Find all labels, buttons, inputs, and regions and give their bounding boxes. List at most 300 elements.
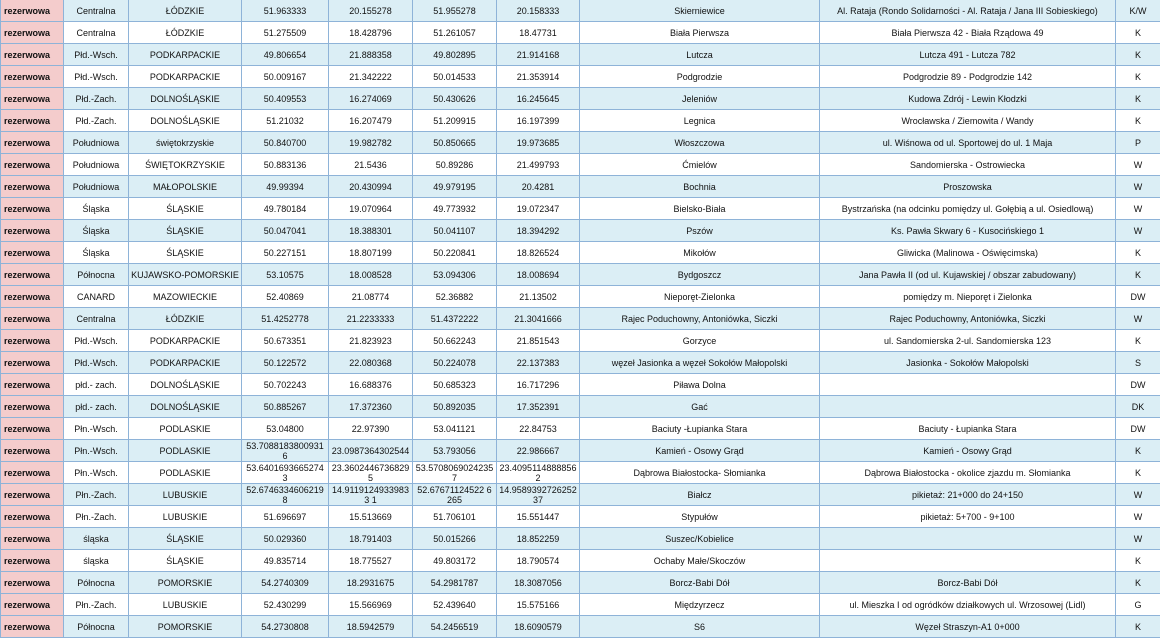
cell-region[interactable]: Południowa <box>64 154 129 176</box>
cell-voivodeship[interactable]: POMORSKIE <box>129 616 242 638</box>
cell-section[interactable]: Jasionka - Sokołów Małopolski <box>820 352 1116 374</box>
cell-section[interactable]: Dąbrowa Białostocka - okolice zjazdu m. Słomianka <box>820 462 1116 484</box>
cell-lon-end[interactable]: 20.4281 <box>497 176 580 198</box>
cell-lon-end[interactable]: 19.973685 <box>497 132 580 154</box>
cell-lat-end[interactable]: 50.014533 <box>413 66 497 88</box>
cell-lat-start[interactable]: 50.227151 <box>242 242 329 264</box>
cell-status[interactable]: rezerwowa <box>1 198 64 220</box>
cell-lat-start[interactable]: 50.840700 <box>242 132 329 154</box>
cell-location[interactable]: Włoszczowa <box>580 132 820 154</box>
cell-lat-end[interactable]: 50.224078 <box>413 352 497 374</box>
cell-road-class[interactable]: K <box>1116 616 1160 638</box>
cell-region[interactable]: Centralna <box>64 22 129 44</box>
cell-location[interactable]: Mikołów <box>580 242 820 264</box>
cell-lat-end[interactable]: 50.662243 <box>413 330 497 352</box>
cell-voivodeship[interactable]: ŚLĄSKIE <box>129 242 242 264</box>
cell-voivodeship[interactable]: PODKARPACKIE <box>129 44 242 66</box>
cell-road-class[interactable]: W <box>1116 308 1160 330</box>
cell-lat-end[interactable]: 51.706101 <box>413 506 497 528</box>
cell-lon-end[interactable]: 14.958939272625237 <box>497 484 580 506</box>
cell-status[interactable]: rezerwowa <box>1 484 64 506</box>
cell-lat-start[interactable]: 50.409553 <box>242 88 329 110</box>
cell-location[interactable]: Ćmielów <box>580 154 820 176</box>
table-row <box>1 594 1160 616</box>
cell-region[interactable]: Południowa <box>64 132 129 154</box>
cell-region[interactable]: Płn.-Wsch. <box>64 418 129 440</box>
table-row <box>1 132 1160 154</box>
cell-status[interactable]: rezerwowa <box>1 66 64 88</box>
cell-lon-start[interactable]: 18.388301 <box>329 220 413 242</box>
cell-status[interactable]: rezerwowa <box>1 88 64 110</box>
cell-voivodeship[interactable]: ŚLĄSKIE <box>129 220 242 242</box>
cell-location[interactable]: Dąbrowa Białostocka- Słomianka <box>580 462 820 484</box>
cell-road-class[interactable]: W <box>1116 154 1160 176</box>
cell-section[interactable]: pikietaż: 5+700 - 9+100 <box>820 506 1116 528</box>
table-row <box>1 616 1160 638</box>
cell-voivodeship[interactable]: PODKARPACKIE <box>129 66 242 88</box>
cell-location[interactable]: Podgrodzie <box>580 66 820 88</box>
cell-lon-start[interactable]: 21.823923 <box>329 330 413 352</box>
cell-lon-start[interactable]: 18.428796 <box>329 22 413 44</box>
cell-lat-start[interactable]: 50.047041 <box>242 220 329 242</box>
cell-voivodeship[interactable]: świętokrzyskie <box>129 132 242 154</box>
table-row <box>1 506 1160 528</box>
cell-lon-start[interactable]: 16.207479 <box>329 110 413 132</box>
cell-section[interactable]: Lutcza 491 - Lutcza 782 <box>820 44 1116 66</box>
cell-location[interactable]: Kamień - Osowy Grąd <box>580 440 820 462</box>
cell-section[interactable]: Baciuty - Łupianka Stara <box>820 418 1116 440</box>
cell-lon-start[interactable]: 17.372360 <box>329 396 413 418</box>
cell-lon-end[interactable]: 18.6090579 <box>497 616 580 638</box>
cell-region[interactable]: śląska <box>64 550 129 572</box>
cell-lon-start[interactable]: 23.0987364302544 <box>329 440 413 462</box>
cell-region[interactable]: Płd.-Wsch. <box>64 44 129 66</box>
cell-section[interactable]: ul. Wiśnowa od ul. Sportowej do ul. 1 Maja <box>820 132 1116 154</box>
cell-lat-end[interactable]: 50.850665 <box>413 132 497 154</box>
cell-section[interactable]: Podgrodzie 89 - Podgrodzie 142 <box>820 66 1116 88</box>
cell-location[interactable]: Bochnia <box>580 176 820 198</box>
cell-road-class[interactable]: K <box>1116 264 1160 286</box>
cell-region[interactable]: Płd.-Wsch. <box>64 66 129 88</box>
cell-location[interactable]: Nieporęt-Zielonka <box>580 286 820 308</box>
cell-lat-end[interactable]: 53.041121 <box>413 418 497 440</box>
cell-location[interactable]: Piława Dolna <box>580 374 820 396</box>
cell-status[interactable]: rezerwowa <box>1 264 64 286</box>
cell-road-class[interactable]: G <box>1116 594 1160 616</box>
cell-voivodeship[interactable]: ŚLĄSKIE <box>129 528 242 550</box>
cell-lat-end[interactable]: 49.803172 <box>413 550 497 572</box>
cell-lat-start[interactable]: 49.780184 <box>242 198 329 220</box>
cell-location[interactable]: Baciuty -Łupianka Stara <box>580 418 820 440</box>
cell-region[interactable]: Śląska <box>64 220 129 242</box>
cell-status[interactable]: rezerwowa <box>1 220 64 242</box>
cell-lat-start[interactable]: 53.70881838009316 <box>242 440 329 462</box>
cell-region[interactable]: Centralna <box>64 0 129 22</box>
cell-section[interactable]: Rajec Poduchowny, Antoniówka, Siczki <box>820 308 1116 330</box>
cell-location[interactable]: Międzyrzecz <box>580 594 820 616</box>
cell-status[interactable]: rezerwowa <box>1 440 64 462</box>
cell-lat-start[interactable]: 52.40869 <box>242 286 329 308</box>
cell-region[interactable]: Płn.-Zach. <box>64 484 129 506</box>
cell-lat-end[interactable]: 49.979195 <box>413 176 497 198</box>
cell-lat-start[interactable]: 51.275509 <box>242 22 329 44</box>
cell-lon-start[interactable]: 20.155278 <box>329 0 413 22</box>
cell-status[interactable]: rezerwowa <box>1 418 64 440</box>
cell-lon-start[interactable]: 15.513669 <box>329 506 413 528</box>
cell-lat-end[interactable]: 52.439640 <box>413 594 497 616</box>
cell-lon-end[interactable]: 18.3087056 <box>497 572 580 594</box>
cell-section[interactable] <box>820 374 1116 396</box>
cell-status[interactable]: rezerwowa <box>1 286 64 308</box>
cell-lat-end[interactable]: 49.773932 <box>413 198 497 220</box>
cell-section[interactable]: Gliwicka (Malinowa - Oświęcimska) <box>820 242 1116 264</box>
cell-voivodeship[interactable]: POMORSKIE <box>129 572 242 594</box>
cell-lon-start[interactable]: 22.97390 <box>329 418 413 440</box>
cell-lon-end[interactable]: 23.40951148888562 <box>497 462 580 484</box>
cell-lon-end[interactable]: 18.790574 <box>497 550 580 572</box>
cell-section[interactable]: Kamień - Osowy Grąd <box>820 440 1116 462</box>
cell-lat-start[interactable]: 50.122572 <box>242 352 329 374</box>
cell-lat-start[interactable]: 50.029360 <box>242 528 329 550</box>
cell-lat-end[interactable]: 51.209915 <box>413 110 497 132</box>
cell-voivodeship[interactable]: PODLASKIE <box>129 440 242 462</box>
cell-lon-end[interactable]: 21.13502 <box>497 286 580 308</box>
cell-lat-start[interactable]: 52.430299 <box>242 594 329 616</box>
cell-voivodeship[interactable]: ŚWIĘTOKRZYSKIE <box>129 154 242 176</box>
cell-location[interactable]: Pszów <box>580 220 820 242</box>
cell-lon-end[interactable]: 21.3041666 <box>497 308 580 330</box>
cell-lat-start[interactable]: 51.963333 <box>242 0 329 22</box>
cell-status[interactable]: rezerwowa <box>1 0 64 22</box>
cell-lat-end[interactable]: 50.892035 <box>413 396 497 418</box>
cell-region[interactable]: Płd.-Zach. <box>64 88 129 110</box>
cell-voivodeship[interactable]: DOLNOŚLĄSKIE <box>129 374 242 396</box>
cell-section[interactable]: pomiędzy m. Nieporęt i Zielonka <box>820 286 1116 308</box>
cell-location[interactable]: Białcz <box>580 484 820 506</box>
cell-voivodeship[interactable]: ŁÓDZKIE <box>129 308 242 330</box>
cell-voivodeship[interactable]: LUBUSKIE <box>129 594 242 616</box>
cell-road-class[interactable]: K <box>1116 88 1160 110</box>
cell-status[interactable]: rezerwowa <box>1 176 64 198</box>
cell-lat-end[interactable]: 50.041107 <box>413 220 497 242</box>
cell-road-class[interactable]: K <box>1116 462 1160 484</box>
cell-lon-end[interactable]: 20.158333 <box>497 0 580 22</box>
cell-region[interactable]: Śląska <box>64 198 129 220</box>
cell-lon-start[interactable]: 21.5436 <box>329 154 413 176</box>
cell-location[interactable]: Ochaby Małe/Skoczów <box>580 550 820 572</box>
cell-road-class[interactable]: DW <box>1116 374 1160 396</box>
cell-road-class[interactable]: DK <box>1116 396 1160 418</box>
cell-lon-end[interactable]: 18.852259 <box>497 528 580 550</box>
cell-status[interactable]: rezerwowa <box>1 44 64 66</box>
cell-section[interactable]: Biała Pierwsza 42 - Biała Rządowa 49 <box>820 22 1116 44</box>
cell-lon-end[interactable]: 21.851543 <box>497 330 580 352</box>
cell-lon-end[interactable]: 16.717296 <box>497 374 580 396</box>
cell-lon-end[interactable]: 19.072347 <box>497 198 580 220</box>
cell-location[interactable]: Gać <box>580 396 820 418</box>
table-row <box>1 286 1160 308</box>
cell-lat-end[interactable]: 53.094306 <box>413 264 497 286</box>
cell-region[interactable]: Północna <box>64 616 129 638</box>
cell-lat-end[interactable]: 54.2456519 <box>413 616 497 638</box>
cell-lat-start[interactable]: 51.21032 <box>242 110 329 132</box>
table-row <box>1 198 1160 220</box>
cell-road-class[interactable]: W <box>1116 484 1160 506</box>
cell-road-class[interactable]: K <box>1116 572 1160 594</box>
table-body <box>1 0 1160 638</box>
cell-road-class[interactable]: DW <box>1116 286 1160 308</box>
cell-lat-start[interactable]: 50.009167 <box>242 66 329 88</box>
cell-lat-start[interactable]: 49.835714 <box>242 550 329 572</box>
cell-lon-start[interactable]: 18.2931675 <box>329 572 413 594</box>
cell-voivodeship[interactable]: ŁÓDZKIE <box>129 22 242 44</box>
cell-location[interactable]: Rajec Poduchowny, Antoniówka, Siczki <box>580 308 820 330</box>
cell-voivodeship[interactable]: PODLASKIE <box>129 418 242 440</box>
cell-lat-start[interactable]: 50.885267 <box>242 396 329 418</box>
cell-status[interactable]: rezerwowa <box>1 154 64 176</box>
cell-road-class[interactable]: K/W <box>1116 0 1160 22</box>
cell-lon-start[interactable]: 21.2233333 <box>329 308 413 330</box>
cell-lat-end[interactable]: 53.793056 <box>413 440 497 462</box>
cell-lon-start[interactable]: 22.080368 <box>329 352 413 374</box>
cell-lat-start[interactable]: 49.806654 <box>242 44 329 66</box>
cell-road-class[interactable]: P <box>1116 132 1160 154</box>
cell-road-class[interactable]: K <box>1116 66 1160 88</box>
cell-location[interactable]: Borcz-Babi Dół <box>580 572 820 594</box>
cell-region[interactable]: płd.- zach. <box>64 374 129 396</box>
cell-status[interactable]: rezerwowa <box>1 462 64 484</box>
cell-voivodeship[interactable]: ŚLĄSKIE <box>129 198 242 220</box>
cell-lat-end[interactable]: 51.4372222 <box>413 308 497 330</box>
cell-voivodeship[interactable]: LUBUSKIE <box>129 484 242 506</box>
cell-lat-end[interactable]: 52.67671124522 6265 <box>413 484 497 506</box>
cell-lat-end[interactable]: 50.89286 <box>413 154 497 176</box>
cell-region[interactable]: śląska <box>64 528 129 550</box>
cell-section[interactable]: Bystrzańska (na odcinku pomiędzy ul. Gołębią a ul. Osiedlową) <box>820 198 1116 220</box>
cell-lat-start[interactable]: 53.64016936652743 <box>242 462 329 484</box>
cell-lon-end[interactable]: 15.575166 <box>497 594 580 616</box>
cell-location[interactable]: Bydgoszcz <box>580 264 820 286</box>
cell-lat-start[interactable]: 50.702243 <box>242 374 329 396</box>
cell-location[interactable]: Skierniewice <box>580 0 820 22</box>
cell-section[interactable]: ul. Sandomierska 2-ul. Sandomierska 123 <box>820 330 1116 352</box>
cell-location[interactable]: S6 <box>580 616 820 638</box>
cell-lon-end[interactable]: 21.353914 <box>497 66 580 88</box>
cell-region[interactable]: Płn.-Wsch. <box>64 440 129 462</box>
cell-region[interactable]: Północna <box>64 264 129 286</box>
cell-voivodeship[interactable]: PODKARPACKIE <box>129 330 242 352</box>
cell-lat-start[interactable]: 53.04800 <box>242 418 329 440</box>
cell-road-class[interactable]: S <box>1116 352 1160 374</box>
cell-location[interactable]: Lutcza <box>580 44 820 66</box>
cell-location[interactable]: Bielsko-Biała <box>580 198 820 220</box>
cell-road-class[interactable]: W <box>1116 176 1160 198</box>
cell-lat-start[interactable]: 50.883136 <box>242 154 329 176</box>
cell-status[interactable]: rezerwowa <box>1 308 64 330</box>
cell-section[interactable]: Węzeł Straszyn-A1 0+000 <box>820 616 1116 638</box>
cell-voivodeship[interactable]: MAZOWIECKIE <box>129 286 242 308</box>
cell-lon-start[interactable]: 18.5942579 <box>329 616 413 638</box>
cell-region[interactable]: Południowa <box>64 176 129 198</box>
cell-status[interactable]: rezerwowa <box>1 330 64 352</box>
cell-lon-start[interactable]: 19.070964 <box>329 198 413 220</box>
cell-region[interactable]: Płd.-Zach. <box>64 110 129 132</box>
cell-lat-end[interactable]: 50.015266 <box>413 528 497 550</box>
cell-lon-start[interactable]: 16.274069 <box>329 88 413 110</box>
cell-lat-end[interactable]: 49.802895 <box>413 44 497 66</box>
cell-status[interactable]: rezerwowa <box>1 22 64 44</box>
cell-lon-end[interactable]: 22.986667 <box>497 440 580 462</box>
cell-region[interactable]: Płn.-Zach. <box>64 594 129 616</box>
cell-region[interactable]: Płn.-Zach. <box>64 506 129 528</box>
cell-lon-end[interactable]: 18.826524 <box>497 242 580 264</box>
cell-section[interactable]: Proszowska <box>820 176 1116 198</box>
cell-lat-start[interactable]: 51.4252778 <box>242 308 329 330</box>
cell-lat-end[interactable]: 52.36882 <box>413 286 497 308</box>
cell-lon-start[interactable]: 21.08774 <box>329 286 413 308</box>
cell-location[interactable]: Stypułów <box>580 506 820 528</box>
cell-road-class[interactable]: DW <box>1116 418 1160 440</box>
cell-region[interactable]: płd.- zach. <box>64 396 129 418</box>
cell-location[interactable]: Gorzyce <box>580 330 820 352</box>
cell-voivodeship[interactable]: DOLNOŚLĄSKIE <box>129 88 242 110</box>
cell-section[interactable] <box>820 396 1116 418</box>
cell-location[interactable]: Jeleniów <box>580 88 820 110</box>
cell-lon-start[interactable]: 23.3602446736829 5 <box>329 462 413 484</box>
cell-region[interactable]: Płd.-Wsch. <box>64 352 129 374</box>
cell-lon-end[interactable]: 18.008694 <box>497 264 580 286</box>
cell-voivodeship[interactable]: PODKARPACKIE <box>129 352 242 374</box>
cell-lat-start[interactable]: 54.2740309 <box>242 572 329 594</box>
cell-lon-start[interactable]: 18.807199 <box>329 242 413 264</box>
cell-section[interactable]: Sandomierska - Ostrowiecka <box>820 154 1116 176</box>
cell-road-class[interactable]: K <box>1116 22 1160 44</box>
cell-lon-start[interactable]: 18.008528 <box>329 264 413 286</box>
cell-voivodeship[interactable]: MAŁOPOLSKIE <box>129 176 242 198</box>
cell-lon-start[interactable]: 19.982782 <box>329 132 413 154</box>
cell-voivodeship[interactable]: DOLNOŚLĄSKIE <box>129 110 242 132</box>
table-row <box>1 66 1160 88</box>
cell-region[interactable]: Centralna <box>64 308 129 330</box>
cell-region[interactable]: Śląska <box>64 242 129 264</box>
cell-lon-start[interactable]: 14.91191249339833 1 <box>329 484 413 506</box>
cell-location[interactable]: węzeł Jasionka a węzeł Sokołów Małopolski <box>580 352 820 374</box>
cell-section[interactable]: Jana Pawła II (od ul. Kujawskiej / obszar zabudowany) <box>820 264 1116 286</box>
cell-road-class[interactable]: W <box>1116 506 1160 528</box>
cell-location[interactable]: Suszec/Kobielice <box>580 528 820 550</box>
cell-section[interactable]: Kudowa Zdrój - Lewin Kłodzki <box>820 88 1116 110</box>
cell-lon-start[interactable]: 15.566969 <box>329 594 413 616</box>
cell-lon-end[interactable]: 21.914168 <box>497 44 580 66</box>
cell-road-class[interactable]: K <box>1116 44 1160 66</box>
cell-status[interactable]: rezerwowa <box>1 374 64 396</box>
cell-lon-end[interactable]: 17.352391 <box>497 396 580 418</box>
cell-lat-end[interactable]: 51.955278 <box>413 0 497 22</box>
cell-status[interactable]: rezerwowa <box>1 506 64 528</box>
cell-lat-start[interactable]: 51.696697 <box>242 506 329 528</box>
cell-road-class[interactable]: K <box>1116 242 1160 264</box>
cell-section[interactable]: Borcz-Babi Dół <box>820 572 1116 594</box>
cell-lat-start[interactable]: 54.2730808 <box>242 616 329 638</box>
cell-location[interactable]: Legnica <box>580 110 820 132</box>
cell-lon-end[interactable]: 18.47731 <box>497 22 580 44</box>
cell-status[interactable]: rezerwowa <box>1 352 64 374</box>
cell-road-class[interactable]: W <box>1116 220 1160 242</box>
cell-status[interactable]: rezerwowa <box>1 616 64 638</box>
cell-lon-end[interactable]: 16.245645 <box>497 88 580 110</box>
cell-lon-start[interactable]: 16.688376 <box>329 374 413 396</box>
cell-lon-end[interactable]: 15.551447 <box>497 506 580 528</box>
cell-road-class[interactable]: K <box>1116 330 1160 352</box>
cell-status[interactable]: rezerwowa <box>1 528 64 550</box>
cell-lat-start[interactable]: 53.10575 <box>242 264 329 286</box>
cell-status[interactable]: rezerwowa <box>1 396 64 418</box>
cell-status[interactable]: rezerwowa <box>1 550 64 572</box>
cell-section[interactable]: Ks. Pawła Skwary 6 - Kusocińskiego 1 <box>820 220 1116 242</box>
cell-lon-end[interactable]: 22.84753 <box>497 418 580 440</box>
cell-lon-start[interactable]: 18.775527 <box>329 550 413 572</box>
cell-section[interactable]: pikietaż: 21+000 do 24+150 <box>820 484 1116 506</box>
cell-section[interactable]: Wrocławska / Ziemowita / Wandy <box>820 110 1116 132</box>
cell-lat-end[interactable]: 50.430626 <box>413 88 497 110</box>
cell-status[interactable]: rezerwowa <box>1 594 64 616</box>
cell-lon-end[interactable]: 16.197399 <box>497 110 580 132</box>
cell-status[interactable]: rezerwowa <box>1 572 64 594</box>
cell-region[interactable]: CANARD <box>64 286 129 308</box>
cell-road-class[interactable]: W <box>1116 198 1160 220</box>
cell-lat-end[interactable]: 54.2981787 <box>413 572 497 594</box>
table-row <box>1 88 1160 110</box>
cell-status[interactable]: rezerwowa <box>1 132 64 154</box>
cell-lat-end[interactable]: 53.57080690242357 <box>413 462 497 484</box>
cell-lon-start[interactable]: 21.888358 <box>329 44 413 66</box>
cell-lat-start[interactable]: 50.673351 <box>242 330 329 352</box>
cell-lat-end[interactable]: 50.685323 <box>413 374 497 396</box>
cell-lat-start[interactable]: 52.67463346062198 <box>242 484 329 506</box>
cell-section[interactable]: ul. Mieszka I od ogródków działkowych ul. Wrzosowej (Lidl) <box>820 594 1116 616</box>
cell-lon-end[interactable]: 21.499793 <box>497 154 580 176</box>
cell-road-class[interactable]: W <box>1116 528 1160 550</box>
cell-lon-end[interactable]: 18.394292 <box>497 220 580 242</box>
cell-voivodeship[interactable]: KUJAWSKO-POMORSKIE <box>129 264 242 286</box>
cell-lon-start[interactable]: 18.791403 <box>329 528 413 550</box>
cell-lon-end[interactable]: 22.137383 <box>497 352 580 374</box>
cell-lat-start[interactable]: 49.99394 <box>242 176 329 198</box>
cell-lat-end[interactable]: 50.220841 <box>413 242 497 264</box>
cell-status[interactable]: rezerwowa <box>1 110 64 132</box>
cell-region[interactable]: Płn.-Wsch. <box>64 462 129 484</box>
cell-voivodeship[interactable]: PODLASKIE <box>129 462 242 484</box>
cell-lat-end[interactable]: 51.261057 <box>413 22 497 44</box>
cell-status[interactable]: rezerwowa <box>1 242 64 264</box>
cell-road-class[interactable]: K <box>1116 110 1160 132</box>
cell-section[interactable]: Al. Rataja (Rondo Solidarności - Al. Rataja / Jana III Sobieskiego) <box>820 0 1116 22</box>
cell-voivodeship[interactable]: DOLNOŚLĄSKIE <box>129 396 242 418</box>
cell-road-class[interactable]: K <box>1116 550 1160 572</box>
cell-road-class[interactable]: K <box>1116 440 1160 462</box>
cell-section[interactable] <box>820 528 1116 550</box>
cell-section[interactable] <box>820 550 1116 572</box>
cell-region[interactable]: Płd.-Wsch. <box>64 330 129 352</box>
cell-location[interactable]: Biała Pierwsza <box>580 22 820 44</box>
cell-voivodeship[interactable]: ŚLĄSKIE <box>129 550 242 572</box>
cell-voivodeship[interactable]: LUBUSKIE <box>129 506 242 528</box>
cell-region[interactable]: Północna <box>64 572 129 594</box>
cell-voivodeship[interactable]: ŁÓDZKIE <box>129 0 242 22</box>
cell-lon-start[interactable]: 20.430994 <box>329 176 413 198</box>
cell-lon-start[interactable]: 21.342222 <box>329 66 413 88</box>
table-row <box>1 440 1160 462</box>
